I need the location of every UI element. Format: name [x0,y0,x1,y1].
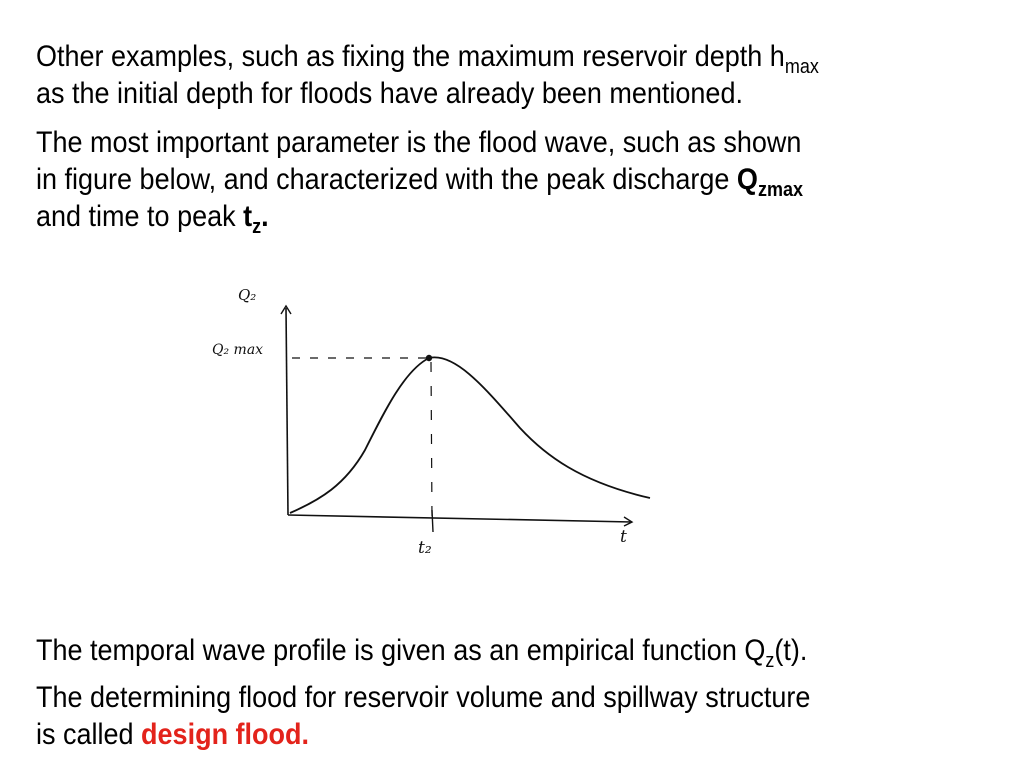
peak-dashed-vertical [431,362,432,520]
q-letter: Q [736,163,758,196]
p4-text-b: is called [36,718,142,751]
q-subscript: zmax [757,179,803,201]
y-axis-label: Q₂ [238,286,257,304]
y-axis [286,308,288,515]
tz-tick [432,510,433,532]
peak-point [426,355,432,361]
t-subscript: z [252,216,262,238]
p2-text-c: and time to peak [36,200,244,233]
p1-text-a: Other examples, such as fixing the maximum reservoir depth h [36,40,785,73]
peak-discharge-symbol [736,163,803,201]
p3-text-a: The temporal wave profile is given as an empirical function Q [36,634,766,667]
paragraph-flood-wave [36,124,900,238]
hydrograph-curve [290,357,650,513]
t-period: . [261,200,269,233]
p4-text-a: The determining flood for reservoir volume and spillway structure [36,681,811,714]
time-to-peak-symbol [243,200,269,238]
p3-text-b: (t). [774,634,808,667]
p2-text-a: The most important parameter is the flood wave, such as shown [36,126,802,159]
x-axis [288,515,632,522]
design-flood-term: design flood. [141,718,310,751]
t-letter: t [243,200,253,233]
p1-text-b: as the initial depth for floods have already been mentioned. [36,77,743,110]
p3-sub-z: z [765,650,775,672]
paragraph-hmax [36,38,900,112]
paragraph-temporal-profile [36,632,900,672]
p2-text-b: in figure below, and characterized with the peak discharge [36,163,737,196]
tz-label: t₂ [418,538,432,558]
paragraph-design-flood [36,679,900,753]
x-axis-label: t [620,527,627,547]
peak-discharge-label: Q₂ max [212,342,264,358]
flood-wave-figure [200,270,670,590]
p1-sub-max: max [784,56,819,78]
